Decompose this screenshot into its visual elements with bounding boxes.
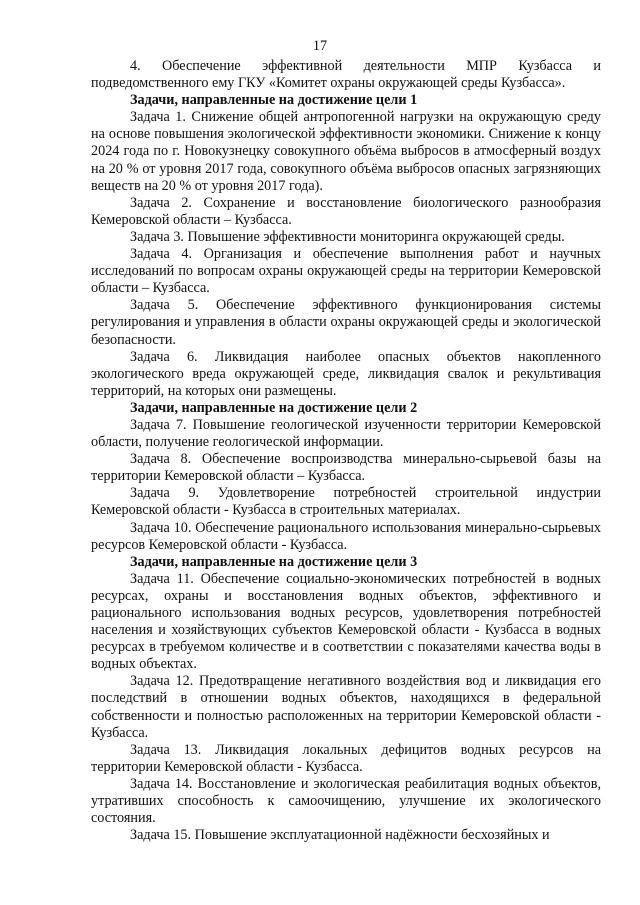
paragraph-task-4: Задача 4. Организация и обеспечение выполнения работ и научных исследований по вопросам охраны окружающей среды на территории Кемеровской области – Кузбасса. (91, 246, 601, 297)
paragraph-task-10: Задача 10. Обеспечение рационального использования минерально-сырьевых ресурсов Кемеровской области - Кузбасса. (91, 519, 601, 553)
document-body (91, 58, 601, 844)
paragraph-task-13: Задача 13. Ликвидация локальных дефицитов водных ресурсов на территории Кемеровской области - Кузбасса. (91, 741, 601, 775)
paragraph-task-8: Задача 8. Обеспечение воспроизводства минерально-сырьевой базы на территории Кемеровской области – Кузбасса. (91, 451, 601, 485)
section-heading-goal-1: Задачи, направленные на достижение цели 1 (130, 92, 418, 109)
paragraph-task-2: Задача 2. Сохранение и восстановление биологического разнообразия Кемеровской области – Кузбасса. (91, 194, 601, 228)
paragraph-task-11: Задача 11. Обеспечение социально-экономических потребностей в водных ресурсах, охраны и восстановления водных объектов, эффективного и рационального использования водных ресурсов, удовлетворения потребностей населения и хозяйствующих субъектов Кемеровской области - Кузбасса в водных ресурсах в требуемом количестве и в соответствии с показателями качества воды в водных объектах. (91, 570, 601, 673)
paragraph-task-9: Задача 9. Удовлетворение потребностей строительной индустрии Кемеровской области - Кузбасса в строительных материалах. (91, 485, 601, 519)
paragraph-task-14: Задача 14. Восстановление и экологическая реабилитация водных объектов, утративших способность к самоочищению, улучшение их экологического состояния. (91, 775, 601, 827)
paragraph-task-1: Задача 1. Снижение общей антропогенной нагрузки на окружающую среду на основе повышения экологической эффективности экономики. Снижение к концу 2024 года по г. Новокузнецку совокупного объёма выбросов в атмосферный воздух на 20 % от уровня 2017 года, совокупного объёма выбросов опасных загрязняющих веществ на 20 % от уровня 2017 года). (91, 109, 601, 194)
paragraph-task-5: Задача 5. Обеспечение эффективного функционирования системы регулирования и управления в области охраны окружающей среды и экологической безопасности. (91, 297, 601, 348)
section-heading-goal-2: Задачи, направленные на достижение цели 2 (130, 399, 418, 416)
paragraph-task-12: Задача 12. Предотвращение негативного воздействия вод и ликвидация его последствий в отношении водных объектов, находящихся в федеральной собственности и полностью расположенных на территории Кемеровской области - Кузбасса. (91, 673, 601, 741)
paragraph-task-7: Задача 7. Повышение геологической изученности территории Кемеровской области, получение геологической информации. (91, 416, 601, 451)
page-number: 17 (312, 38, 328, 54)
paragraph-goal-4: 4. Обеспечение эффективной деятельности МПР Кузбасса и подведомственного ему ГКУ «Комитет охраны окружающей среды Кузбасса». (91, 58, 601, 92)
paragraph-task-15: Задача 15. Повышение эксплуатационной надёжности бесхозяйных и (130, 827, 550, 844)
paragraph-task-6: Задача 6. Ликвидация наиболее опасных объектов накопленного экологического вреда окружающей среде, ликвидация свалок и рекультивация территорий, на которых они размещены. (91, 348, 601, 399)
section-heading-goal-3: Задачи, направленные на достижение цели 3 (130, 553, 418, 570)
paragraph-task-3: Задача 3. Повышение эффективности мониторинга окружающей среды. (130, 228, 565, 245)
